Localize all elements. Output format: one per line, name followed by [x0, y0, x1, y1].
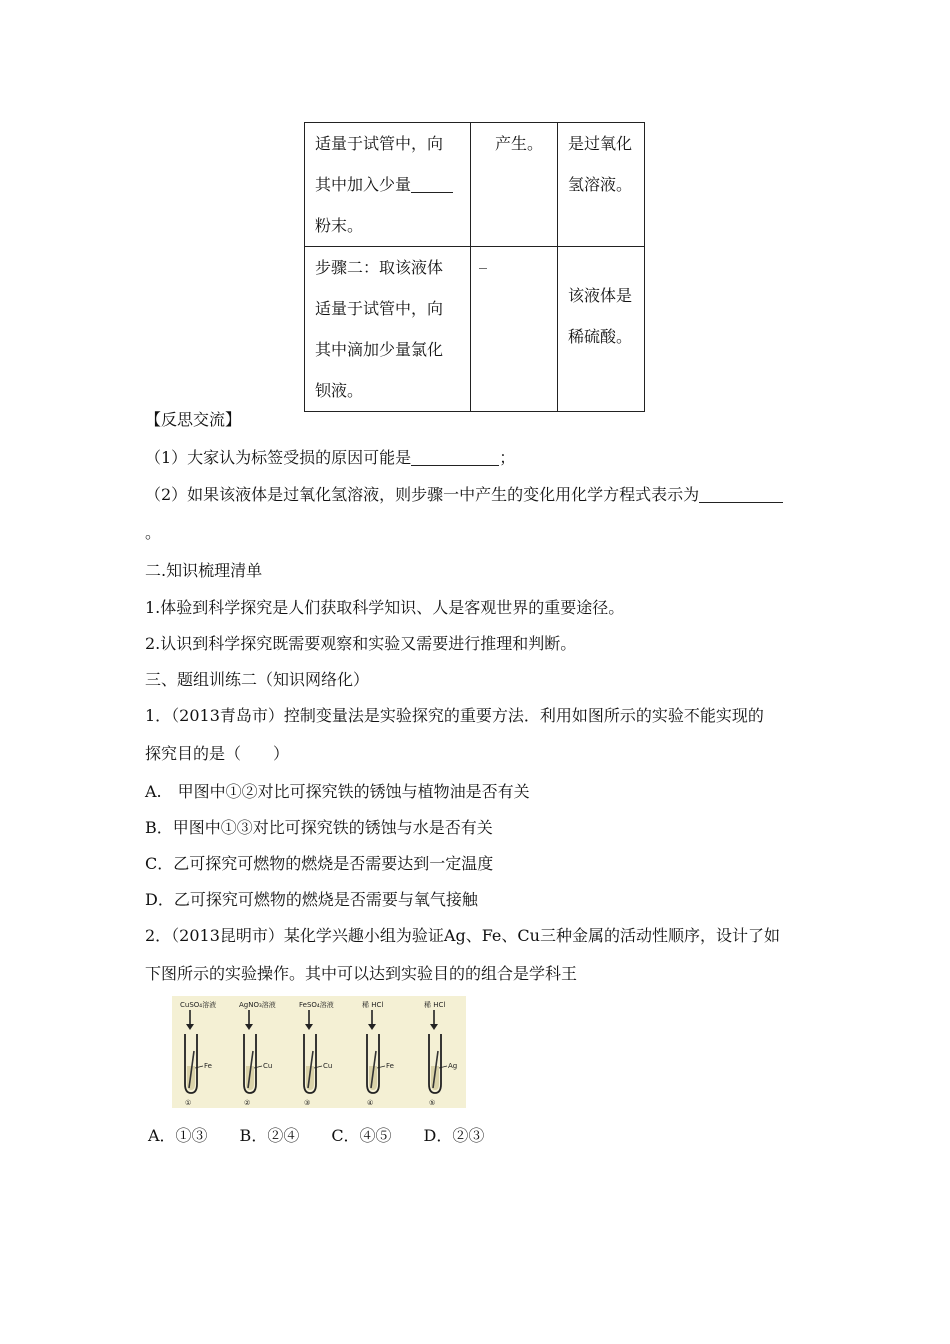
question-2-choices[interactable]: A．①③ B．②④ C．④⑤ D．②③ [148, 1126, 485, 1145]
tube-number: ③ [304, 1099, 311, 1107]
cell-text: 钡液。 [315, 381, 364, 400]
tube-number: ① [185, 1099, 192, 1107]
cell-text: 适量于试管中，向 [315, 299, 444, 318]
question-1-option-d[interactable]: D．乙可探究可燃物的燃烧是否需要与氧气接触 [145, 890, 478, 909]
table-cell-phenomenon [471, 247, 558, 412]
reflection-question-1: （1）大家认为标签受损的原因可能是 ； [145, 448, 516, 467]
arrow-head [245, 1024, 253, 1030]
table-cell-steps [305, 123, 471, 247]
answer-blank[interactable] [699, 486, 783, 503]
reflection-question-2-end: 。 [145, 523, 162, 542]
section-heading-knowledge: 二.知识梳理清单 [145, 561, 263, 580]
arrow-head [430, 1024, 438, 1030]
test-tube-figure [172, 996, 466, 1108]
table-cell-steps [305, 247, 471, 412]
table-cell-conclusion [558, 123, 645, 247]
reagent-label: FeSO₄溶液 [299, 1001, 334, 1009]
tube-number: ⑤ [429, 1099, 436, 1107]
test-tube [180, 1000, 216, 1107]
metal-label: Fe [386, 1062, 394, 1070]
cell-text: 是过氧化 [568, 134, 633, 153]
question-1-stem: 1．（2013青岛市）控制变量法是实验探究的重要方法．利用如图所示的实验不能实现的 [145, 706, 764, 725]
fill-blank[interactable] [411, 176, 453, 193]
knowledge-item-2: 2.认识到科学探究既需要观察和实验又需要进行推理和判断。 [145, 634, 577, 653]
metal-label: Ag [448, 1062, 458, 1070]
table-cell-conclusion [558, 247, 645, 412]
cell-text: 其中加入少量 [315, 175, 412, 194]
tube-number: ② [244, 1099, 251, 1107]
answer-blank[interactable] [411, 449, 499, 466]
question-1-option-c[interactable]: C．乙可探究可燃物的燃烧是否需要达到一定温度 [145, 854, 494, 873]
cell-text: 氢溶液。 [568, 175, 633, 194]
arrow-head [186, 1024, 194, 1030]
section-heading-exercises: 三、题组训练二（知识网络化） [145, 670, 370, 689]
table-row [305, 247, 645, 412]
arrow-head [368, 1024, 376, 1030]
metal-label: Fe [204, 1062, 212, 1070]
question-2-stem-cont: 下图所示的实验操作。其中可以达到实验目的的组合是学科王 [145, 964, 578, 983]
reagent-label: CuSO₄溶液 [180, 1001, 217, 1009]
reagent-label: 稀 HCl [424, 1001, 446, 1009]
metal-label: Cu [323, 1062, 333, 1070]
reflection-question-2: （2）如果该液体是过氧化氢溶液，则步骤一中产生的变化用化学方程式表示为 [145, 484, 783, 506]
cell-text: 适量于试管中，向 [315, 134, 444, 153]
experiment-table [304, 122, 645, 412]
cell-text: 该液体是 [568, 286, 633, 305]
cell-text: _ [479, 250, 487, 269]
tube-number: ④ [367, 1099, 374, 1107]
test-tube [424, 1000, 457, 1107]
cell-text: 粉末。 [315, 216, 364, 235]
arrow-head [305, 1024, 313, 1030]
cell-text: 产生。 [494, 134, 543, 153]
table-cell-phenomenon [471, 123, 558, 247]
reagent-label: 稀 HCl [362, 1001, 384, 1009]
metal-label: Cu [263, 1062, 273, 1070]
test-tube [362, 1000, 394, 1107]
knowledge-item-1: 1.体验到科学探究是人们获取科学知识、人是客观世界的重要途径。 [145, 598, 625, 617]
question-2-stem: 2．（2013昆明市）某化学兴趣小组为验证Ag、Fe、Cu三种金属的活动性顺序，设计了如 [145, 926, 780, 945]
cell-text: 稀硫酸。 [568, 327, 633, 346]
question-1-stem-cont: 探究目的是（ ） [145, 744, 290, 763]
cell-text: 其中滴加少量氯化 [315, 340, 444, 359]
test-tube [299, 1000, 334, 1107]
table-row [305, 123, 645, 247]
question-1-option-a[interactable]: A. 甲图中①②对比可探究铁的锈蚀与植物油是否有关 [145, 782, 530, 801]
question-1-option-b[interactable]: B．甲图中①③对比可探究铁的锈蚀与水是否有关 [145, 818, 493, 837]
section-heading-reflection: 【反思交流】 [145, 410, 242, 429]
test-tube [239, 1000, 276, 1107]
test-tubes-illustration [172, 996, 466, 1108]
reagent-label: AgNO₃溶液 [239, 1001, 276, 1009]
cell-text: 步骤二：取该液体 [315, 258, 444, 277]
